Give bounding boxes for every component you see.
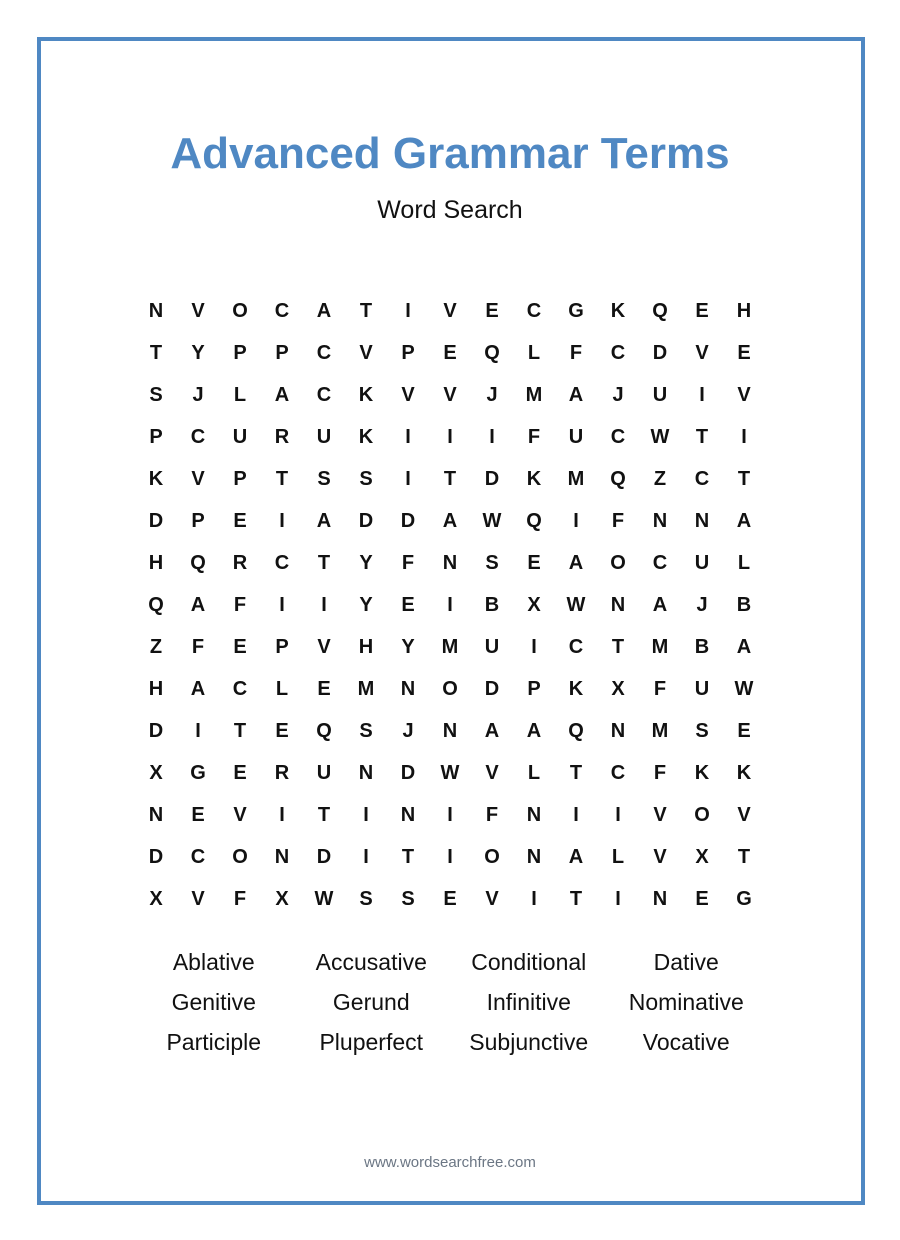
grid-cell[interactable]: G	[568, 299, 584, 322]
grid-cell[interactable]: L	[611, 845, 625, 868]
grid-cell[interactable]: I	[405, 425, 411, 448]
grid-cell[interactable]: O	[694, 803, 710, 826]
grid-cell[interactable]: X	[527, 593, 541, 616]
grid-cell[interactable]: M	[441, 635, 459, 658]
grid-cell[interactable]: Q	[568, 719, 584, 742]
grid-cell[interactable]: I	[741, 425, 747, 448]
grid-cell[interactable]: I	[279, 509, 285, 532]
page-title: Advanced Grammar Terms	[170, 129, 730, 178]
grid-cell[interactable]: N	[148, 803, 164, 826]
grid-cell[interactable]: Z	[653, 467, 667, 490]
grid-cell[interactable]: N	[400, 803, 416, 826]
word-list-item: Infinitive	[486, 989, 571, 1015]
grid-cell[interactable]: Q	[652, 299, 668, 322]
grid-cell[interactable]: X	[275, 887, 289, 910]
letter-grid	[135, 290, 765, 920]
grid-cell[interactable]: R	[274, 761, 290, 784]
grid-cell[interactable]: E	[317, 677, 331, 700]
grid-cell[interactable]: E	[737, 719, 751, 742]
grid-cell[interactable]: U	[232, 425, 248, 448]
grid-cell[interactable]: I	[279, 803, 285, 826]
grid-cell[interactable]: V	[443, 383, 457, 406]
grid-cell[interactable]: E	[737, 341, 751, 364]
grid-cell[interactable]: N	[442, 719, 458, 742]
grid-cell[interactable]: T	[275, 467, 289, 490]
grid-cell[interactable]: X	[695, 845, 709, 868]
word-list-item: Dative	[653, 949, 719, 975]
grid-cell[interactable]: T	[359, 299, 373, 322]
grid-cell[interactable]: J	[402, 719, 414, 742]
grid-cell[interactable]: Q	[484, 341, 500, 364]
grid-cell[interactable]: U	[694, 677, 710, 700]
grid-cell[interactable]: L	[737, 551, 751, 574]
grid-cell[interactable]: E	[191, 803, 205, 826]
grid-cell[interactable]: N	[610, 593, 626, 616]
grid-cell[interactable]: K	[148, 467, 164, 490]
page-subtitle: Word Search	[377, 196, 523, 224]
grid-cell[interactable]: K	[526, 467, 542, 490]
grid-cell[interactable]: E	[485, 299, 499, 322]
grid-cell[interactable]: T	[401, 845, 415, 868]
grid-cell[interactable]: E	[401, 593, 415, 616]
grid-cell[interactable]: I	[279, 593, 285, 616]
grid-cell[interactable]: P	[275, 635, 289, 658]
grid-cell[interactable]: E	[233, 509, 247, 532]
grid-cell[interactable]: I	[405, 299, 411, 322]
grid-cell[interactable]: C	[190, 845, 206, 868]
grid-cell[interactable]: W	[440, 761, 460, 784]
grid-cell[interactable]: K	[736, 761, 752, 784]
grid-cell[interactable]: L	[233, 383, 247, 406]
grid-cell[interactable]: E	[527, 551, 541, 574]
grid-cell[interactable]: I	[531, 887, 537, 910]
grid-cell[interactable]: A	[568, 383, 584, 406]
grid-cell[interactable]: N	[358, 761, 374, 784]
grid-cell[interactable]: F	[233, 593, 247, 616]
grid-cell[interactable]: T	[443, 467, 457, 490]
grid-cell[interactable]: V	[401, 383, 415, 406]
grid-cell[interactable]: A	[442, 509, 458, 532]
grid-cell[interactable]: V	[317, 635, 331, 658]
grid-cell[interactable]: B	[694, 635, 710, 658]
grid-cell[interactable]: P	[527, 677, 541, 700]
grid-cell[interactable]: A	[526, 719, 542, 742]
grid-cell[interactable]: K	[358, 425, 374, 448]
grid-cell[interactable]: D	[484, 677, 500, 700]
grid-cell[interactable]: K	[694, 761, 710, 784]
grid-cell[interactable]: F	[653, 677, 667, 700]
grid-cell[interactable]: A	[316, 299, 332, 322]
grid-cell[interactable]: Q	[148, 593, 164, 616]
grid-cell[interactable]: I	[447, 803, 453, 826]
grid-cell[interactable]: F	[611, 509, 625, 532]
grid-cell[interactable]: A	[652, 593, 668, 616]
grid-cell[interactable]: V	[191, 299, 205, 322]
word-list-item: Ablative	[172, 949, 255, 975]
grid-cell[interactable]: U	[484, 635, 500, 658]
grid-cell[interactable]: D	[148, 719, 164, 742]
grid-cell[interactable]: T	[569, 887, 583, 910]
grid-cell[interactable]: H	[148, 551, 164, 574]
grid-cell[interactable]: W	[482, 509, 502, 532]
grid-cell[interactable]: V	[737, 803, 751, 826]
grid-cell[interactable]: T	[737, 845, 751, 868]
grid-cell[interactable]: S	[359, 467, 373, 490]
grid-cell[interactable]: I	[573, 509, 579, 532]
grid-cell[interactable]: M	[525, 383, 543, 406]
grid-cell[interactable]: I	[195, 719, 201, 742]
word-list-item: Vocative	[642, 1029, 730, 1055]
grid-cell[interactable]: S	[695, 719, 709, 742]
grid-cell[interactable]: C	[652, 551, 668, 574]
grid-cell[interactable]: M	[567, 467, 585, 490]
grid-cell[interactable]: F	[527, 425, 541, 448]
grid-cell[interactable]: U	[316, 425, 332, 448]
grid-cell[interactable]: F	[401, 551, 415, 574]
grid-cell[interactable]: I	[531, 635, 537, 658]
grid-cell[interactable]: M	[651, 635, 669, 658]
grid-cell[interactable]: N	[526, 845, 542, 868]
grid-cell[interactable]: N	[148, 299, 164, 322]
grid-cell[interactable]: Y	[191, 341, 205, 364]
grid-cell[interactable]: A	[190, 593, 206, 616]
grid-cell[interactable]: S	[359, 719, 373, 742]
grid-cell[interactable]: E	[233, 761, 247, 784]
grid-cell[interactable]: S	[317, 467, 331, 490]
word-list-item: Gerund	[332, 989, 410, 1015]
grid-cell[interactable]: V	[653, 803, 667, 826]
grid-cell[interactable]: S	[359, 887, 373, 910]
grid-cell[interactable]: L	[527, 761, 541, 784]
grid-cell[interactable]: O	[232, 299, 248, 322]
grid-cell[interactable]: T	[149, 341, 163, 364]
grid-cell[interactable]: H	[358, 635, 374, 658]
grid-cell[interactable]: A	[274, 383, 290, 406]
grid-cell[interactable]: C	[274, 551, 290, 574]
grid-cell[interactable]: X	[149, 887, 163, 910]
grid-cell[interactable]: A	[190, 677, 206, 700]
grid-cell[interactable]: A	[568, 551, 584, 574]
grid-cell[interactable]: U	[316, 761, 332, 784]
grid-cell[interactable]: N	[526, 803, 542, 826]
grid-cell[interactable]: N	[400, 677, 416, 700]
grid-cell[interactable]: I	[447, 425, 453, 448]
grid-cell[interactable]: F	[233, 887, 247, 910]
grid-cell[interactable]: O	[610, 551, 626, 574]
grid-cell[interactable]: Q	[526, 509, 542, 532]
grid-cell[interactable]: A	[316, 509, 332, 532]
word-list-item: Subjunctive	[469, 1029, 589, 1055]
grid-cell[interactable]: V	[443, 299, 457, 322]
grid-cell[interactable]: S	[149, 383, 163, 406]
word-list-item: Pluperfect	[319, 1029, 424, 1055]
grid-cell[interactable]: Y	[359, 551, 373, 574]
grid-cell[interactable]: K	[568, 677, 584, 700]
grid-cell[interactable]: R	[274, 425, 290, 448]
grid-cell[interactable]: E	[695, 887, 709, 910]
grid-cell[interactable]: P	[275, 341, 289, 364]
grid-cell[interactable]: F	[191, 635, 205, 658]
grid-cell[interactable]: N	[652, 887, 668, 910]
grid-cell[interactable]: C	[694, 467, 710, 490]
grid-cell[interactable]: I	[699, 383, 705, 406]
grid-cell[interactable]: X	[611, 677, 625, 700]
grid-cell[interactable]: Q	[610, 467, 626, 490]
grid-cell[interactable]: E	[443, 887, 457, 910]
grid-cell[interactable]: A	[736, 509, 752, 532]
grid-cell[interactable]: D	[652, 341, 668, 364]
word-list-item: Genitive	[171, 989, 256, 1015]
grid-cell[interactable]: G	[190, 761, 206, 784]
grid-cell[interactable]: P	[191, 509, 205, 532]
grid-cell[interactable]: V	[191, 887, 205, 910]
grid-cell[interactable]: N	[442, 551, 458, 574]
grid-cell[interactable]: C	[526, 299, 542, 322]
grid-cell[interactable]: F	[653, 761, 667, 784]
grid-cell[interactable]: I	[363, 845, 369, 868]
grid-cell[interactable]: O	[442, 677, 458, 700]
grid-cell[interactable]: T	[317, 551, 331, 574]
grid-cell[interactable]: Q	[190, 551, 206, 574]
grid-cell[interactable]: F	[569, 341, 583, 364]
grid-cell[interactable]: Y	[401, 635, 415, 658]
grid-cell[interactable]: E	[695, 299, 709, 322]
grid-cell[interactable]: U	[568, 425, 584, 448]
grid-cell[interactable]: I	[363, 803, 369, 826]
grid-cell[interactable]: T	[737, 467, 751, 490]
footer-url[interactable]: www.wordsearchfree.com	[364, 1154, 536, 1171]
grid-cell[interactable]: G	[736, 887, 752, 910]
grid-cell[interactable]: I	[447, 593, 453, 616]
grid-cell[interactable]: N	[652, 509, 668, 532]
grid-cell[interactable]: N	[274, 845, 290, 868]
grid-cell[interactable]: D	[400, 509, 416, 532]
grid-cell[interactable]: V	[653, 845, 667, 868]
grid-cell[interactable]: D	[358, 509, 374, 532]
grid-cell[interactable]: D	[148, 845, 164, 868]
grid-cell[interactable]: H	[736, 299, 752, 322]
grid-cell[interactable]: E	[443, 341, 457, 364]
grid-cell[interactable]: J	[192, 383, 204, 406]
grid-cell[interactable]: L	[527, 341, 541, 364]
grid-cell[interactable]: K	[358, 383, 374, 406]
grid-cell[interactable]: A	[736, 635, 752, 658]
grid-cell[interactable]: O	[232, 845, 248, 868]
grid-cell[interactable]: M	[357, 677, 375, 700]
grid-cell[interactable]: I	[573, 803, 579, 826]
grid-cell[interactable]: D	[148, 509, 164, 532]
grid-cell[interactable]: B	[484, 593, 500, 616]
grid-cell[interactable]: T	[695, 425, 709, 448]
grid-cell[interactable]: J	[612, 383, 624, 406]
grid-cell[interactable]: I	[447, 845, 453, 868]
grid-cell[interactable]: W	[650, 425, 670, 448]
grid-cell[interactable]: P	[401, 341, 415, 364]
grid-cell[interactable]: B	[736, 593, 752, 616]
grid-cell[interactable]: V	[359, 341, 373, 364]
grid-cell[interactable]: F	[485, 803, 499, 826]
grid-cell[interactable]: T	[611, 635, 625, 658]
grid-cell[interactable]: C	[610, 425, 626, 448]
word-list-item: Participle	[166, 1029, 262, 1055]
word-list	[135, 944, 765, 1064]
grid-cell[interactable]: Q	[316, 719, 332, 742]
grid-cell[interactable]: W	[314, 887, 334, 910]
grid-cell[interactable]: J	[696, 593, 708, 616]
grid-cell[interactable]: I	[405, 467, 411, 490]
grid-cell[interactable]: D	[400, 761, 416, 784]
word-list-item: Nominative	[628, 989, 744, 1015]
grid-cell[interactable]: V	[485, 887, 499, 910]
grid-cell[interactable]: C	[232, 677, 248, 700]
grid-cell[interactable]: A	[568, 845, 584, 868]
grid-cell[interactable]: C	[568, 635, 584, 658]
grid-cell[interactable]: A	[484, 719, 500, 742]
word-list-item: Accusative	[315, 949, 427, 975]
grid-cell[interactable]: T	[569, 761, 583, 784]
grid-cell[interactable]: T	[233, 719, 247, 742]
grid-cell[interactable]: J	[486, 383, 498, 406]
grid-cell[interactable]: D	[316, 845, 332, 868]
grid-cell[interactable]: C	[610, 761, 626, 784]
grid-cell[interactable]: S	[485, 551, 499, 574]
grid-cell[interactable]: N	[610, 719, 626, 742]
grid-cell[interactable]: R	[232, 551, 248, 574]
grid-cell[interactable]: C	[610, 341, 626, 364]
grid-cell[interactable]: E	[275, 719, 289, 742]
grid-cell[interactable]: H	[148, 677, 164, 700]
grid-cell[interactable]: L	[275, 677, 289, 700]
grid-cell[interactable]: N	[694, 509, 710, 532]
grid-cell[interactable]: P	[149, 425, 163, 448]
grid-cell[interactable]: I	[489, 425, 495, 448]
grid-cell[interactable]: C	[316, 341, 332, 364]
grid-cell[interactable]: I	[615, 887, 621, 910]
grid-cell[interactable]: V	[485, 761, 499, 784]
grid-cell[interactable]: U	[652, 383, 668, 406]
grid-cell[interactable]: M	[651, 719, 669, 742]
grid-cell[interactable]: D	[484, 467, 500, 490]
grid-cell[interactable]: I	[615, 803, 621, 826]
grid-cell[interactable]: V	[233, 803, 247, 826]
grid-cell[interactable]: P	[233, 341, 247, 364]
word-list-item: Conditional	[471, 949, 587, 975]
grid-cell[interactable]: X	[149, 761, 163, 784]
grid-cell[interactable]: E	[233, 635, 247, 658]
grid-cell[interactable]: W	[566, 593, 586, 616]
grid-cell[interactable]: V	[695, 341, 709, 364]
grid-cell[interactable]: W	[734, 677, 754, 700]
grid-cell[interactable]: V	[737, 383, 751, 406]
grid-cell[interactable]: U	[694, 551, 710, 574]
grid-cell[interactable]: C	[190, 425, 206, 448]
grid-cell[interactable]: C	[316, 383, 332, 406]
grid-cell[interactable]: T	[317, 803, 331, 826]
grid-cell[interactable]: Y	[359, 593, 373, 616]
grid-cell[interactable]: I	[321, 593, 327, 616]
grid-cell[interactable]: Z	[149, 635, 163, 658]
grid-cell[interactable]: O	[484, 845, 500, 868]
grid-cell[interactable]: V	[191, 467, 205, 490]
grid-cell[interactable]: P	[233, 467, 247, 490]
grid-cell[interactable]: S	[401, 887, 415, 910]
grid-cell[interactable]: K	[610, 299, 626, 322]
grid-cell[interactable]: C	[274, 299, 290, 322]
